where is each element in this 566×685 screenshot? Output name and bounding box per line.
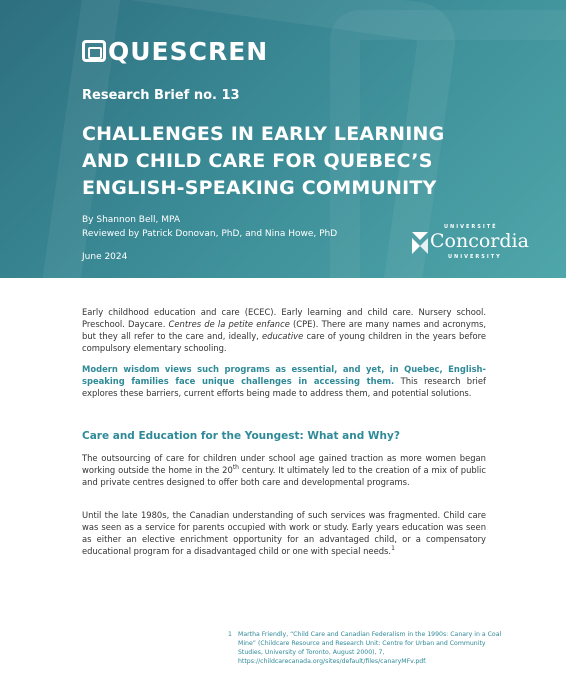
text-run: Early childhood education and care (ECEC). Early learning and child care. Nursery school. Preschool. Daycare. [82, 307, 486, 329]
concordia-emblem-icon [408, 228, 432, 258]
quescren-logo [82, 36, 268, 66]
intro-paragraph [82, 306, 486, 354]
text-run-italic: Centres de la petite enfance [168, 319, 290, 329]
text-run: The outsourcing of care for children under school age gained traction as more women began working outside the home in the 20 [82, 453, 486, 475]
highlight-text: Modern wisdom views such programs as essential, and yet, in Quebec, English-speaking families face unique challenges in accessing them. [82, 364, 486, 386]
publication-date: June 2024 [82, 252, 128, 262]
concordia-logo [408, 224, 538, 264]
text-run: This research brief explores these barriers, current efforts being made to address them, and potential solutions. [82, 376, 486, 398]
text-run: (CPE). There are many names and acronyms, but they all refer to the care and, ideally, [82, 319, 486, 341]
text-run: Until the late 1980s, the Canadian understanding of such services was fragmented. Child care was seen as a service for parents occupied with work or study. Early years education was seen as either an elective enrichment opportunity for an advantaged child, or a compensatory educational program for a disadvantaged child or one with special needs. [82, 510, 486, 556]
footnote [228, 630, 508, 666]
concordia-bottom-text: UNIVERSITY [448, 254, 502, 260]
footnote-number: 1 [228, 631, 232, 638]
body-paragraph [82, 452, 486, 488]
footnote-text: Martha Friendly, “Child Care and Canadian Federalism in the 1990s: Canary in a Coal Mine” (Childcare Resource and Research Unit: Centre for Urban and Community Studies, University of Toronto, August 2000), 7, https://childcarecanada.org/sites/default/files/canaryMFv.pdf. [238, 631, 502, 665]
concordia-top-text: UNIVERSITÉ [444, 224, 498, 230]
document-title [82, 121, 502, 202]
summary-paragraph [82, 363, 486, 399]
superscript: th [232, 464, 239, 472]
speech-bubble-icon [82, 40, 106, 62]
title-line: CHALLENGES IN EARLY LEARNING [82, 123, 445, 145]
author: By Shannon Bell, MPA [82, 215, 180, 225]
brief-label: Research Brief no. 13 [82, 88, 240, 103]
reviewers: Reviewed by Patrick Donovan, PhD, and Nina Howe, PhD [82, 229, 338, 239]
text-run: century. It ultimately led to the creation of a mix of public and private centres designed to offer both care and developmental programs. [82, 465, 486, 487]
body-paragraph [82, 509, 486, 557]
section-heading: Care and Education for the Youngest: What and Why? [82, 430, 400, 442]
byline [82, 213, 337, 241]
header-banner [0, 0, 566, 278]
logo-text: QUESCREN [108, 36, 269, 66]
title-line: ENGLISH-SPEAKING COMMUNITY [82, 177, 437, 199]
concordia-name: Concordia [430, 230, 529, 252]
text-run-italic: educative [262, 331, 304, 341]
text-run: care of young children in the years before compulsory elementary schooling. [82, 331, 487, 353]
title-line: AND CHILD CARE FOR QUEBEC’S [82, 150, 433, 172]
footnote-reference[interactable]: 1 [391, 545, 395, 553]
